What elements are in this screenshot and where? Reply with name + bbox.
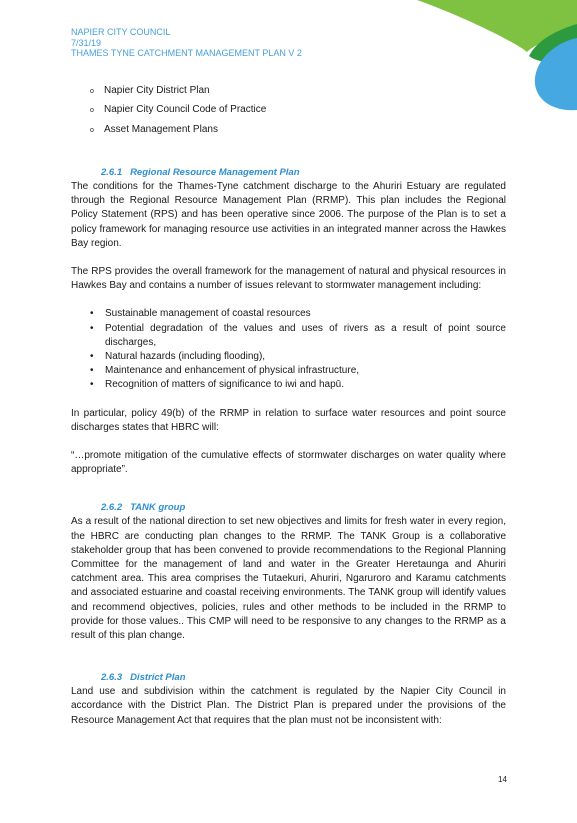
header-organization: NAPIER CITY COUNCIL	[71, 27, 171, 37]
bullet-icon: •	[90, 322, 94, 334]
section-number: 2.6.2	[101, 502, 123, 514]
paragraph: Land use and subdivision within the catchment is regulated by the Napier City Council in accordance with the District Plan. The District Plan is prepared under the provisions of the Resource Management Act that requires that the plan must not be inconsistent with:	[71, 686, 506, 726]
list-item-text: Potential degradation of the values and uses of rivers as a result of point source discharges,	[105, 322, 506, 348]
section-number: 2.6.3	[101, 672, 123, 684]
hollow-bullet-icon: o	[90, 107, 94, 115]
list-item	[90, 307, 506, 321]
hollow-bullet-icon: o	[90, 88, 94, 95]
list-item	[90, 103, 506, 118]
section-number: 2.6.1	[101, 166, 123, 178]
list-item-text: Recognition of matters of significance to iwi and hapū.	[105, 379, 345, 391]
bullet-icon: •	[90, 365, 94, 377]
main-content	[71, 84, 506, 728]
header-document-title: THAMES TYNE CATCHMENT MANAGEMENT PLAN V 2	[71, 48, 302, 58]
bullet-list	[71, 307, 506, 392]
list-item-text: Napier City Council Code of Practice	[104, 104, 267, 116]
paragraph: In particular, policy 49(b) of the RRMP in relation to surface water resources and point source discharges states that HBRC will:	[71, 407, 506, 433]
list-item	[90, 84, 506, 99]
quote-paragraph: “…promote mitigation of the cumulative effects of stormwater discharges on water quality where appropriate”.	[71, 450, 506, 476]
list-item	[90, 350, 506, 364]
section-title: District Plan	[130, 672, 186, 684]
section-heading-2-6-3	[71, 671, 506, 685]
list-item	[90, 364, 506, 378]
list-item-text: Napier City District Plan	[104, 85, 210, 96]
list-item-text: Natural hazards (including flooding),	[105, 351, 266, 363]
section-heading-2-6-2	[71, 501, 506, 515]
page-number: 14	[498, 775, 507, 784]
list-item	[90, 322, 506, 350]
hollow-bullet-icon: o	[90, 126, 94, 134]
list-item	[90, 378, 506, 392]
section-title: Regional Resource Management Plan	[130, 166, 300, 178]
list-item-text: Maintenance and enhancement of physical infrastructure,	[105, 365, 360, 377]
page-header	[71, 27, 302, 59]
list-item-text: Sustainable management of coastal resources	[105, 308, 311, 320]
section-heading-2-6-1	[71, 166, 506, 180]
bullet-icon: •	[90, 379, 94, 391]
header-date: 7/31/19	[71, 37, 102, 48]
list-item-text: Asset Management Plans	[104, 123, 218, 135]
paragraph: The RPS provides the overall framework for the management of natural and physical resources in Hawkes Bay and contains a number of issues relevant to stormwater management including:	[71, 266, 506, 292]
list-item	[90, 123, 506, 138]
paragraph: The conditions for the Thames-Tyne catchment discharge to the Ahuriri Estuary are regulated through the Regional Resource Management Plan (RRMP). This plan includes the Regional Policy Statement (RPS) and has been operative since 2006. The purpose of the Plan is to set a policy framework for managing resource use activities in an integrated manner across the Hawkes Bay region.	[71, 180, 506, 249]
bullet-icon: •	[90, 308, 94, 320]
section-title: TANK group	[130, 502, 186, 514]
bullet-icon: •	[90, 351, 94, 363]
paragraph: As a result of the national direction to set new objectives and limits for fresh water in every region, the HBRC are conducting plan changes to the RRMP. The TANK Group is a collaborative stakeholder group that has been convened to provide recommendations to the Regional Planning Committee for the management of land and water in the Greater Heretaunga and Ahuriri catchment area. This area comprises the Tutaekuri, Ahuriri, Ngaruroro and Karamu catchments and associated estuarine and coastal receiving environments. The TANK group will identify values and recommend objectives, policies, rules and other methods to be included in the RRMP to provide for those values.. This CMP will need to be responsive to any changes to the RRMP as a result of this plan change.	[71, 516, 506, 642]
top-list	[71, 84, 506, 138]
